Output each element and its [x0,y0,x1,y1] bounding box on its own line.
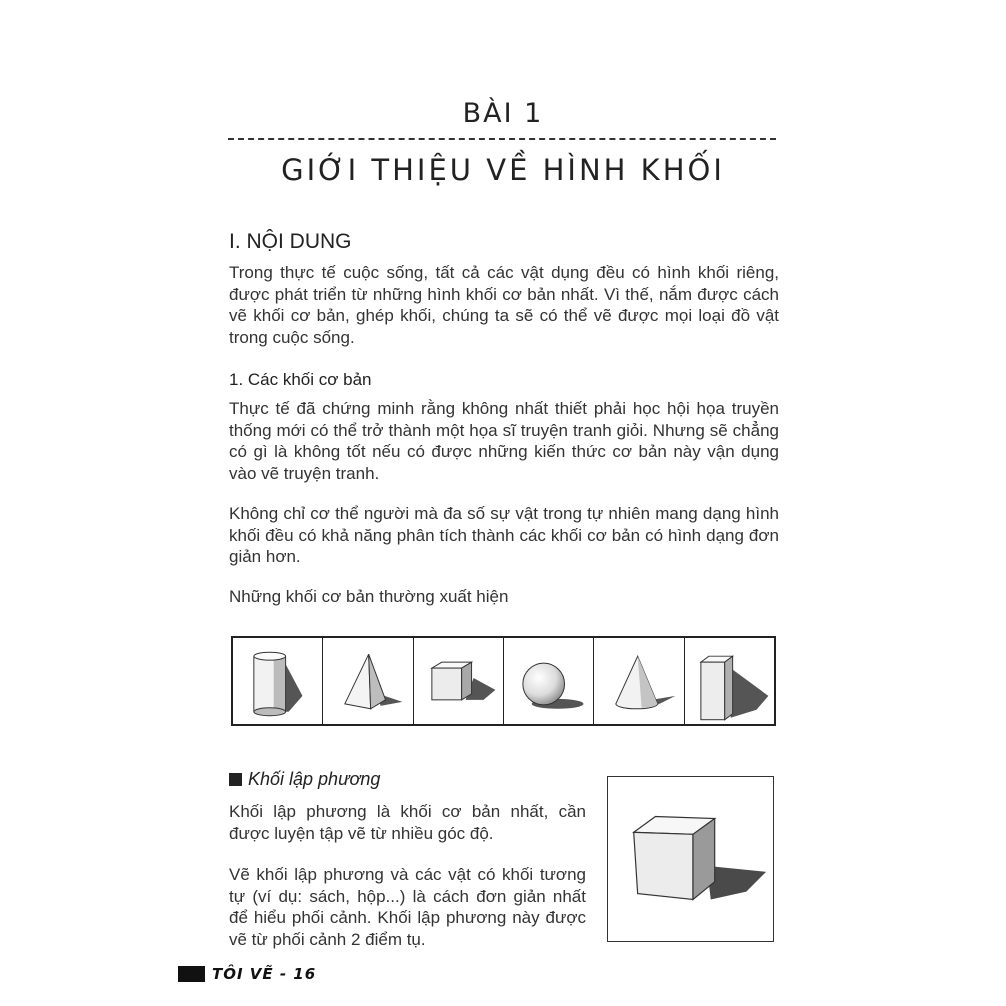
page-footer [178,965,316,983]
prism-icon [685,638,774,724]
shape-cell-prism [684,638,774,724]
cube-icon [414,638,503,724]
paragraph-3: Những khối cơ bản thường xuất hiện [229,587,509,606]
footer-label: TÔI VẼ - 16 [212,965,317,983]
cone-icon [594,638,683,724]
shape-cell-cube [413,638,503,724]
cube-illustration [607,776,774,942]
intro-paragraph: Trong thực tế cuộc sống, tất cả các vật dụng đều có hình khối riêng, được phát triển từ những hình khối cơ bản nhất. Vì thế, nắm được cách vẽ khối cơ bản, ghép khối, chúng ta sẽ có thể vẽ được mọi loại đồ vật trong cuộc sống. [229,263,779,347]
paragraph-1: Thực tế đã chứng minh rằng không nhất thiết phải học hội họa truyền thống mới có thể trở thành một họa sĩ truyện tranh giỏi. Nhưng sẽ chẳng có gì là không tốt nếu có được những kiến thức cơ bản này vận dụng vào vẽ truyện tranh. [229,399,779,483]
basic-shapes-strip [231,636,776,726]
lesson-number: BÀI 1 [462,98,544,129]
section-heading: I. NỘI DUNG [229,230,352,253]
shape-cell-sphere [503,638,593,724]
square-bullet-icon [229,773,242,786]
cube-section-title: Khối lập phương [248,769,381,789]
title-divider [228,138,776,140]
cube-paragraph-1: Khối lập phương là khối cơ bản nhất, cần được luyện tập vẽ từ nhiều góc độ. [229,802,586,843]
subsection-heading: 1. Các khối cơ bản [229,370,372,389]
shape-cell-pyramid [322,638,412,724]
cube-section-heading [229,769,380,790]
pyramid-icon [323,638,412,724]
lesson-title: GIỚI THIỆU VỀ HÌNH KHỐI [281,153,725,187]
shape-cell-cone [593,638,683,724]
cylinder-icon [233,638,322,724]
shape-cell-cylinder [233,638,322,724]
cube-paragraph-2: Vẽ khối lập phương và các vật có khối tương tự (ví dụ: sách, hộp...) là cách đơn giản nhất để hiểu phối cảnh. Khối lập phương này được vẽ từ phối cảnh 2 điểm tụ. [229,865,586,949]
perspective-cube-icon [608,777,773,941]
paragraph-2: Không chỉ cơ thể người mà đa số sự vật trong tự nhiên mang dạng hình khối đều có khả năng phân tích thành các khối cơ bản có hình dạng đơn giản hơn. [229,504,779,566]
footer-bar [178,966,205,982]
sphere-icon [504,638,593,724]
